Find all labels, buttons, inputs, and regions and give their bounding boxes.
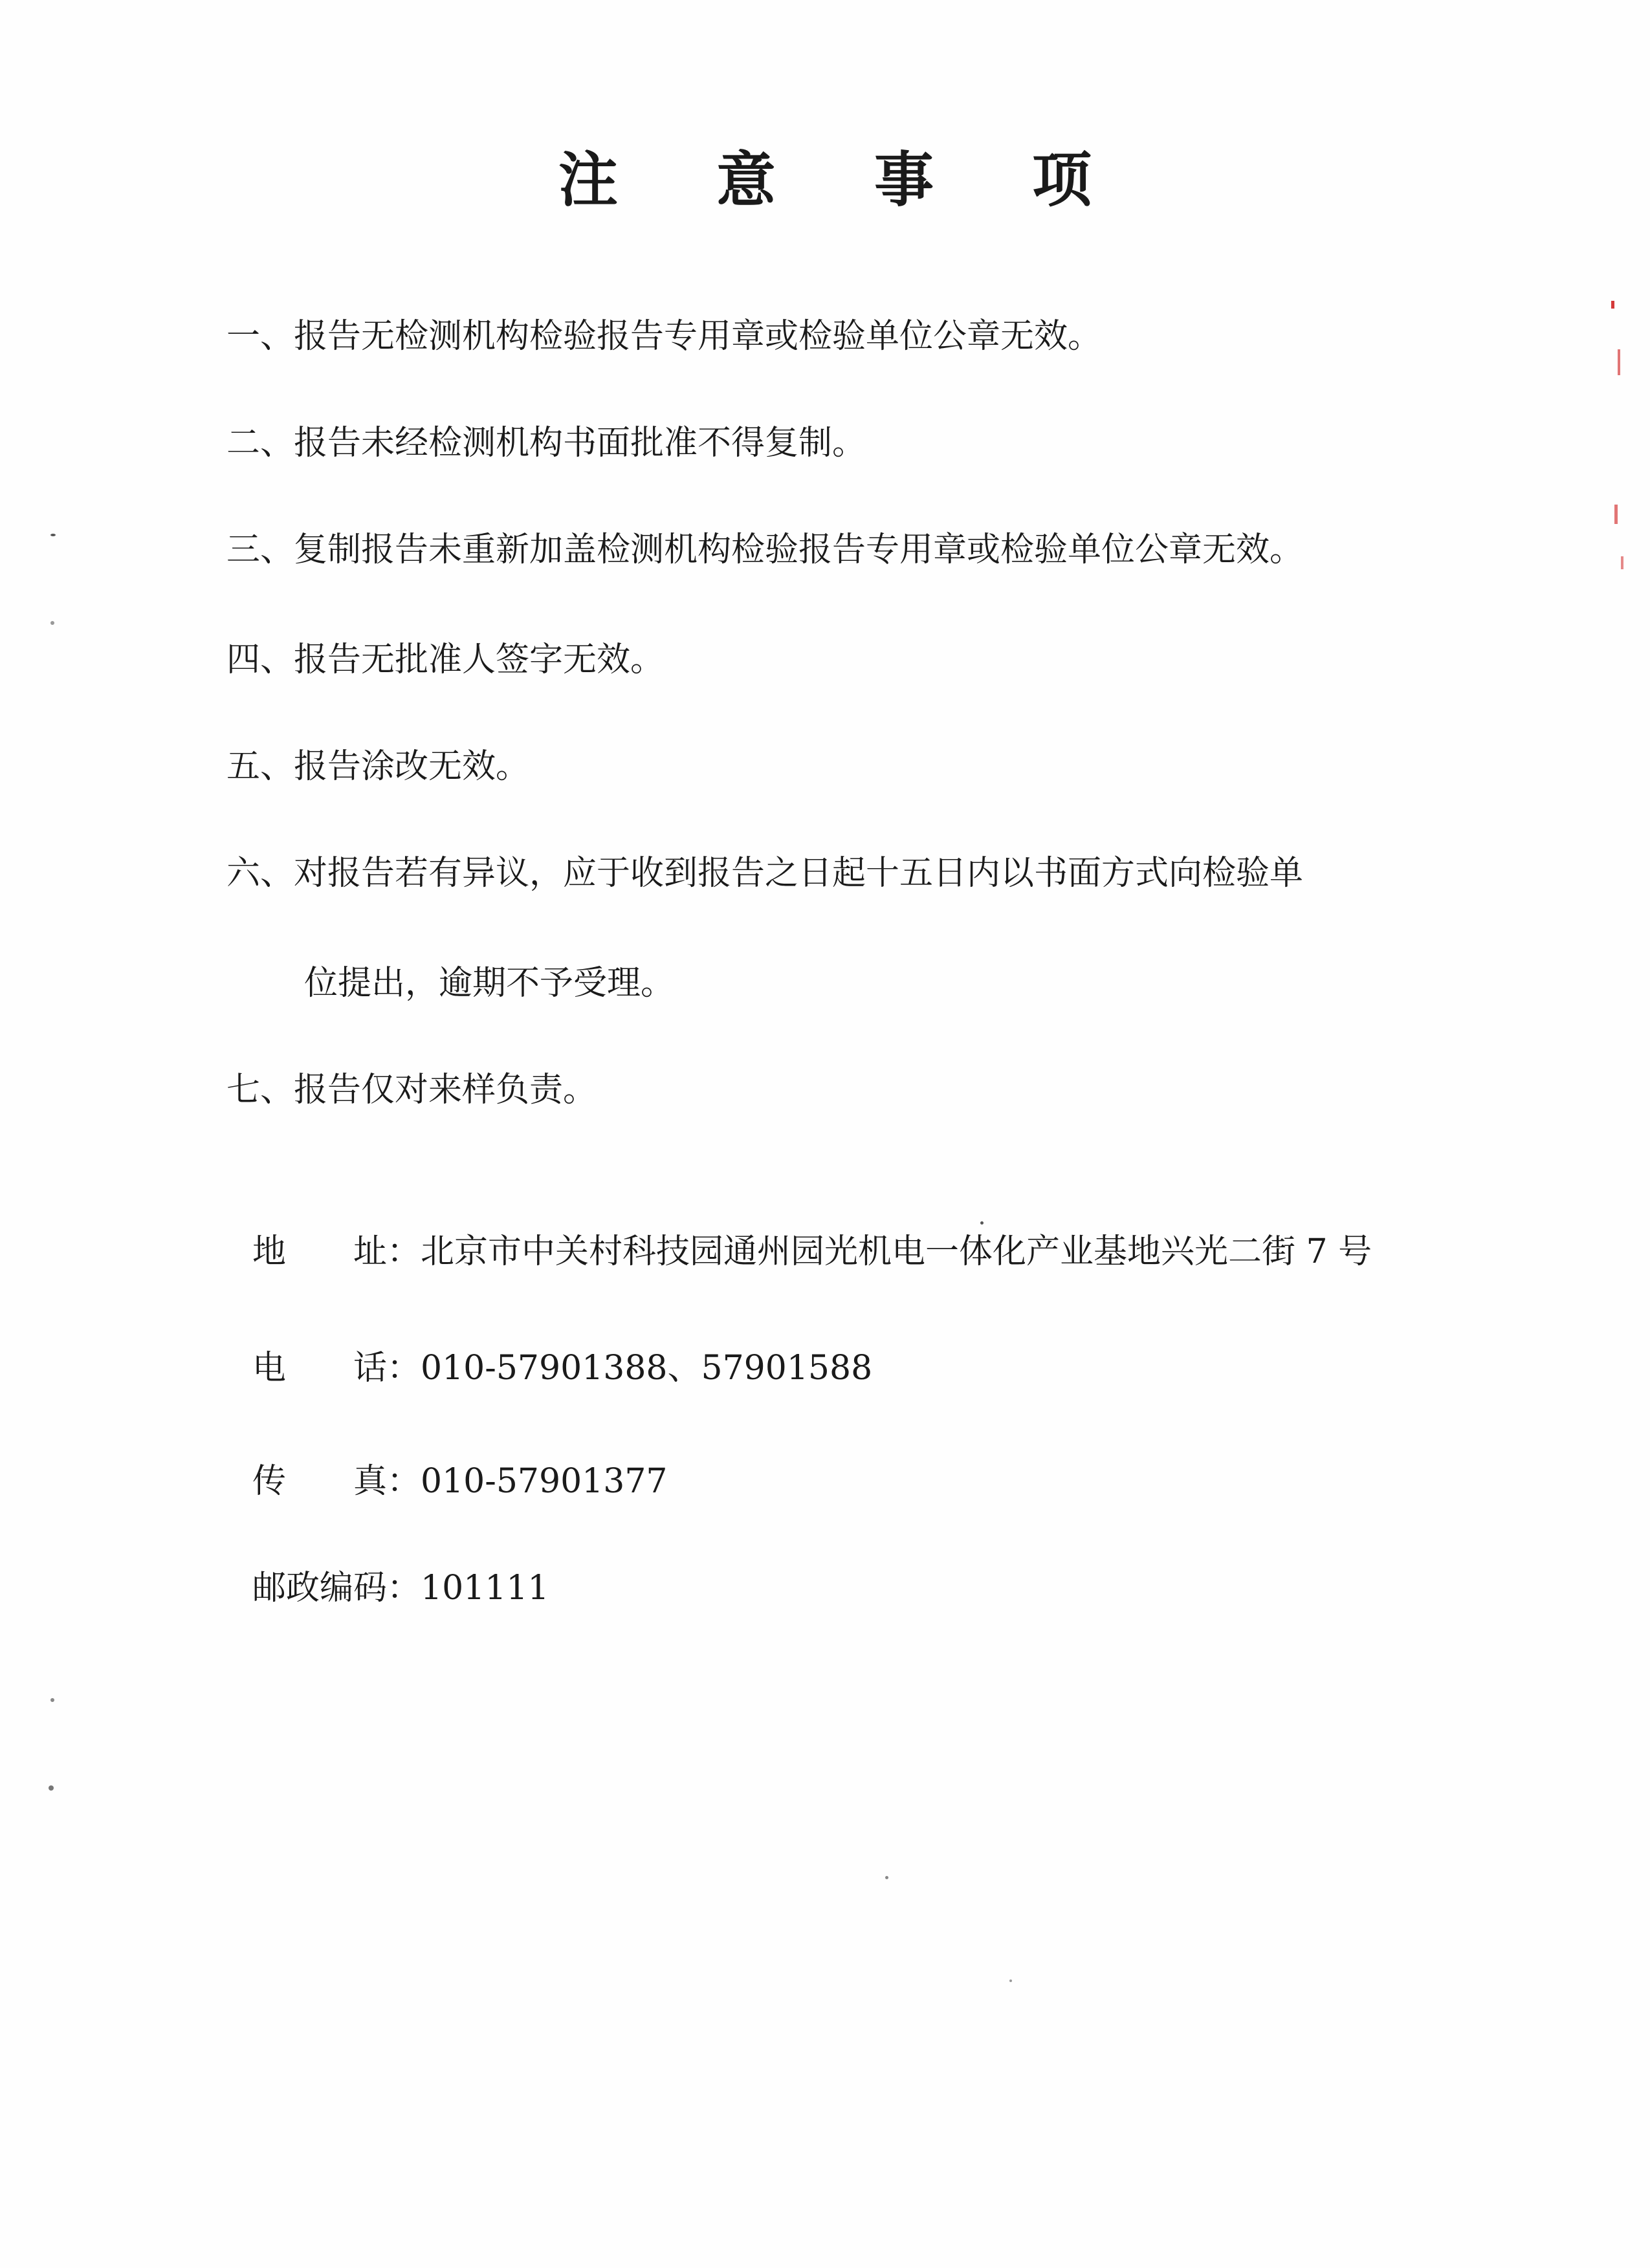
notice-text: 报告仅对来样负责。 — [294, 1071, 597, 1109]
notice-item-4 — [226, 640, 664, 679]
notice-item-6 — [226, 854, 1303, 893]
notice-text: 对报告若有异议，应于收到报告之日起十五日内以书面方式向检验单 — [294, 854, 1304, 893]
notice-item-7 — [226, 1071, 597, 1109]
notice-number: 六、 — [226, 854, 294, 893]
scan-speck — [50, 621, 54, 625]
scan-speck — [50, 534, 56, 536]
scan-speck — [1009, 1979, 1012, 1982]
phone-value: 010-57901388、57901588 — [421, 1349, 873, 1388]
notice-text: 复制报告未重新加盖检测机构检验报告专用章或检验单位公章无效。 — [294, 530, 1304, 569]
seal-edge-mark — [1614, 505, 1618, 524]
address-value: 北京市中关村科技园通州园光机电一体化产业基地兴光二街 7 号 — [421, 1232, 1372, 1271]
notice-item-2 — [226, 424, 866, 463]
notice-number: 五、 — [226, 747, 294, 786]
scan-speck — [885, 1876, 888, 1879]
notice-item-6-continuation: 位提出，逾期不予受理。 — [304, 964, 675, 1003]
scan-speck — [50, 1698, 54, 1702]
contact-address — [252, 1232, 1372, 1271]
scan-speck — [980, 1221, 984, 1225]
address-label: 地 址： — [252, 1232, 421, 1271]
notice-number: 二、 — [226, 424, 294, 463]
seal-edge-mark — [1611, 301, 1614, 309]
notice-text: 报告无批准人签字无效。 — [294, 640, 665, 679]
contact-postcode — [252, 1569, 549, 1608]
notice-number: 七、 — [226, 1071, 294, 1109]
seal-edge-mark — [1621, 556, 1623, 569]
notice-text: 报告涂改无效。 — [294, 747, 530, 786]
phone-label: 电 话： — [252, 1349, 421, 1388]
notice-text: 报告无检测机构检验报告专用章或检验单位公章无效。 — [294, 317, 1102, 356]
postcode-label: 邮政编码： — [252, 1569, 421, 1608]
notice-item-1 — [226, 317, 1101, 356]
fax-label: 传 真： — [252, 1462, 421, 1501]
notice-number: 一、 — [226, 317, 294, 356]
notice-text: 报告未经检测机构书面批准不得复制。 — [294, 424, 866, 463]
fax-value: 010-57901377 — [421, 1462, 668, 1501]
notice-item-3 — [226, 530, 1303, 569]
notice-number: 三、 — [226, 530, 294, 569]
seal-edge-mark — [1618, 349, 1620, 375]
contact-phone — [252, 1349, 872, 1388]
notice-number: 四、 — [226, 640, 294, 679]
postcode-value: 101111 — [421, 1569, 549, 1608]
contact-fax — [252, 1462, 668, 1501]
scan-speck — [49, 1785, 54, 1791]
notice-item-5 — [226, 747, 529, 786]
page-title: 注 意 事 项 — [558, 145, 1131, 215]
